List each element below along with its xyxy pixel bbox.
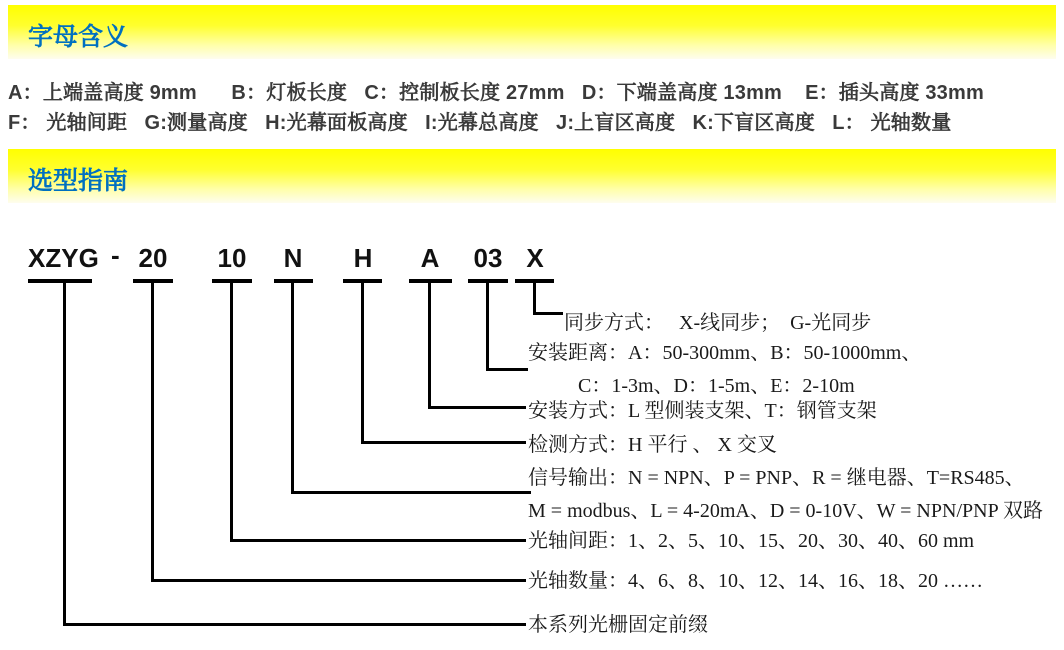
connector-line-distance <box>486 368 528 371</box>
model-code-prefix: XZYG <box>28 243 99 273</box>
connector-stem-axis-pitch <box>230 283 233 541</box>
legend-signal-output-line-2: M = modbus、L = 4-20mA、D = 0-10V、W = NPN/PNP 双路 <box>528 500 1043 522</box>
connector-line-mounting <box>428 406 526 409</box>
legend-sync-mode: 同步方式： X-线同步； G-光同步 <box>564 312 872 334</box>
section-header-letter-meanings <box>8 5 1056 59</box>
model-code-separator: - <box>111 240 120 270</box>
connector-line-sync-mode <box>533 312 563 315</box>
connector-line-detection-mode <box>361 441 526 444</box>
section-title-selection-guide: 选型指南 <box>28 167 129 195</box>
model-code-segment-axis-count: 20 <box>138 243 168 273</box>
model-code-segment-detection-mode: H <box>353 243 373 273</box>
legend-axis-count: 光轴数量：4、6、8、10、12、14、16、18、20 …… <box>528 570 983 592</box>
connector-stem-distance <box>486 283 489 371</box>
model-code-segment-sync-mode: X <box>526 243 544 273</box>
legend-mounting-distance-line-2: C：1-3m、D：1-5m、E：2-10m <box>578 375 855 397</box>
letter-definitions-line-2: F： 光轴间距 G:测量高度 H:光幕面板高度 I:光幕总高度 J:上盲区高度 K:下盲区高度 L： 光轴数量 <box>8 112 952 134</box>
letter-definitions-line-1: A：上端盖高度 9mm B：灯板长度 C：控制板长度 27mm D：下端盖高度 13mm E：插头高度 33mm <box>8 82 984 104</box>
model-code-segment-axis-pitch: 10 <box>217 243 247 273</box>
connector-stem-sync-mode <box>533 283 536 315</box>
model-code-segment-signal-output: N <box>283 243 303 273</box>
connector-line-prefix <box>63 623 526 626</box>
model-code-segment-mounting: A <box>420 243 440 273</box>
code-underline <box>28 279 92 283</box>
legend-mounting-distance-line-1: 安装距离：A：50-300mm、B：50-1000mm、 <box>528 342 922 364</box>
model-code-segment-distance: 03 <box>473 243 503 273</box>
connector-stem-mounting <box>428 283 431 409</box>
section-title-letter-meanings: 字母含义 <box>28 23 129 51</box>
legend-axis-pitch: 光轴间距：1、2、5、10、15、20、30、40、60 mm <box>528 530 975 552</box>
connector-stem-prefix <box>63 283 66 626</box>
legend-mounting-type: 安装方式：L 型侧装支架、T：钢管支架 <box>528 400 877 422</box>
legend-series-prefix-note: 本系列光栅固定前缀 <box>528 614 708 636</box>
legend-detection-mode: 检测方式：H 平行 、 X 交叉 <box>528 434 777 456</box>
connector-line-signal-output <box>291 491 531 494</box>
legend-signal-output-line-1: 信号输出：N = NPN、P = PNP、R = 继电器、T=RS485、 <box>528 467 1025 489</box>
connector-line-axis-count <box>151 579 526 582</box>
connector-line-axis-pitch <box>230 539 526 542</box>
connector-stem-detection-mode <box>361 283 364 444</box>
connector-stem-axis-count <box>151 283 154 582</box>
connector-stem-signal-output <box>291 283 294 494</box>
section-header-selection-guide <box>8 149 1056 203</box>
